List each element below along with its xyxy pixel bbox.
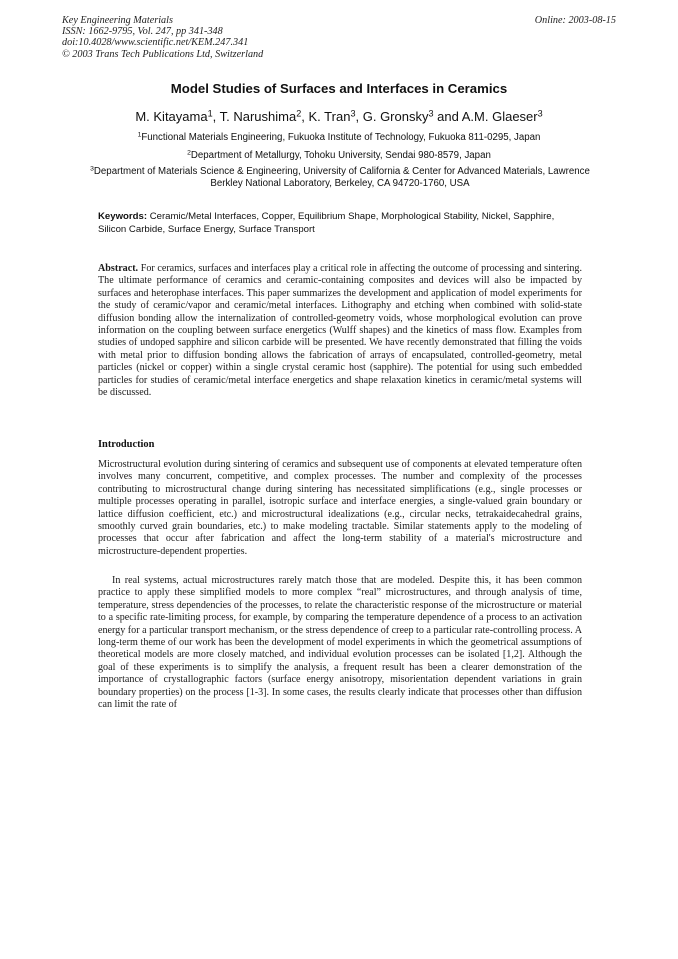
author xyxy=(135,109,219,124)
author-affiliation-mark: 2 xyxy=(296,108,302,119)
abstract xyxy=(98,263,582,399)
keywords-text: Ceramic/Metal Interfaces, Copper, Equilibrium Shape, Morphological Stability, Nickel, Sapphire, Silicon Carbide, Surface Energy, Surface Transport xyxy=(98,211,555,235)
affiliation-3 xyxy=(90,166,590,190)
author-name: K. Tran xyxy=(308,109,351,124)
author xyxy=(462,109,543,124)
journal-issn: ISSN: 1662-9795, Vol. 247, pp 341-348 xyxy=(62,26,223,38)
online-date: Online: 2003-08-15 xyxy=(534,15,616,26)
author xyxy=(363,109,462,124)
introduction-heading: Introduction xyxy=(98,439,155,450)
journal-name: Key Engineering Materials xyxy=(62,15,173,26)
author-separator: , xyxy=(301,109,309,124)
author-name: A.M. Glaeser xyxy=(461,109,538,124)
keywords xyxy=(98,211,580,236)
journal-info xyxy=(62,15,263,60)
author-affiliation-mark: 3 xyxy=(350,108,356,119)
author-affiliation-mark: 3 xyxy=(428,108,434,119)
author-separator: , xyxy=(355,109,363,124)
affiliation-mark: 2 xyxy=(187,149,191,157)
affiliation-2 xyxy=(70,150,608,162)
author-name: T. Narushima xyxy=(219,109,297,124)
affiliation-mark: 1 xyxy=(137,131,142,139)
author-name: M. Kitayama xyxy=(135,109,208,124)
abstract-label: Abstract. xyxy=(98,263,139,274)
introduction-paragraph-1: Microstructural evolution during sintering of ceramics and subsequent use of components at elevated temperature often involves many concurrent, competitive, and complex processes. The number and complexity of the processes contributing to microstructural change during sintering has necessitated simplifications (e.g., single processes or multiple processes operating in parallel, isotropic surface and interface energies, a single-valued grain boundary or lattice diffusion coefficient, etc.) and microstructural idealizations (e.g., circular necks, tetrakaidecahedral grains, smoothly curved grain boundaries, etc.) to make modeling tractable. Similar statements apply to the modeling of processes that occur after fabrication and affect the long-term stability of a material's microstructure and microstructure-dependent properties. xyxy=(98,459,582,557)
author-affiliation-mark: 3 xyxy=(537,108,543,119)
author xyxy=(309,109,363,124)
affiliation-mark: 3 xyxy=(90,165,94,173)
journal-doi: doi:10.4028/www.scientific.net/KEM.247.341 xyxy=(62,37,249,49)
paper-title: Model Studies of Surfaces and Interfaces in Ceramics xyxy=(170,81,508,96)
affiliation-text: Department of Metallurgy, Tohoku University, Sendai 980-8579, Japan xyxy=(190,150,491,161)
author-affiliation-mark: 1 xyxy=(207,108,213,119)
author-separator: , xyxy=(212,109,220,124)
affiliation-text: Department of Materials Science & Engineering, University of California & Center for Advanced Materials, Lawrence Berkley National Laboratory, Berkeley, CA 94720-1760, USA xyxy=(93,166,590,189)
affiliation-text: Functional Materials Engineering, Fukuoka Institute of Technology, Fukuoka 811-0295, Japan xyxy=(141,132,541,143)
author-name: G. Gronsky xyxy=(362,109,429,124)
keywords-label: Keywords: xyxy=(98,211,148,222)
introduction-paragraph-2: In real systems, actual microstructures rarely match those that are modeled. Despite this, it has been common practice to apply these simplified models to more complex “real” microstructures, and through analysis of time, temperature, stress dependencies of the processes, to relate the characteristic response of the microstructure or material to a specific rate-limiting process, for example, by comparing the temperature dependence of a process to an activation energy for a particular transport mechanism, or the stress dependence of creep to a particular rate-controlling process. A long-term theme of our work has been the development of model experiments in which the geometrical assumptions of theoretical models are more closely matched, and individual evolution processes can be isolated [1,2]. Although the goal of these experiments is to simplify the analysis, a frequent result has been a clearer demonstration of the importance of crystallographic factors (surface energy anisotropy, misorientation dependent variations in grain boundary properties) on the process [1-3]. In some cases, the results clearly indicate that processes other than diffusion can limit the rate of xyxy=(98,575,582,711)
abstract-text: For ceramics, surfaces and interfaces play a critical role in affecting the outcome of processing and sintering. The ultimate performance of ceramics and ceramic-containing composites and devices will also be impacted by surfaces and heterophase interfaces. This paper summarizes the development and application of model experiments for the study of ceramic/vapor and ceramic/metal interfaces. Lithography and etching when combined with solid-state diffusion bonding allow the internalization of controlled-geometry voids, whose morphological evolution can prove information on the coupling between surface energetics (Wulff shapes) and the kinetics of mass flow. Examples from studies of undoped sapphire and silicon carbide will be presented. We have recently demonstrated that filling the voids with metal prior to diffusion bonding allows the fabrication of arrays of encapsulated, controlled-geometry, metal particles (nickel or copper) within a single crystal ceramic host (sapphire). The potential for using such embedded particles for studies of ceramic/metal interface energetics and shape relaxation kinetics in ceramic/metal systems will be discussed. xyxy=(98,263,583,399)
affiliation-1 xyxy=(70,132,608,144)
author-separator: and xyxy=(433,109,462,124)
author-list xyxy=(0,109,678,124)
author xyxy=(220,109,309,124)
journal-copyright: © 2003 Trans Tech Publications Ltd, Switzerland xyxy=(62,48,264,60)
